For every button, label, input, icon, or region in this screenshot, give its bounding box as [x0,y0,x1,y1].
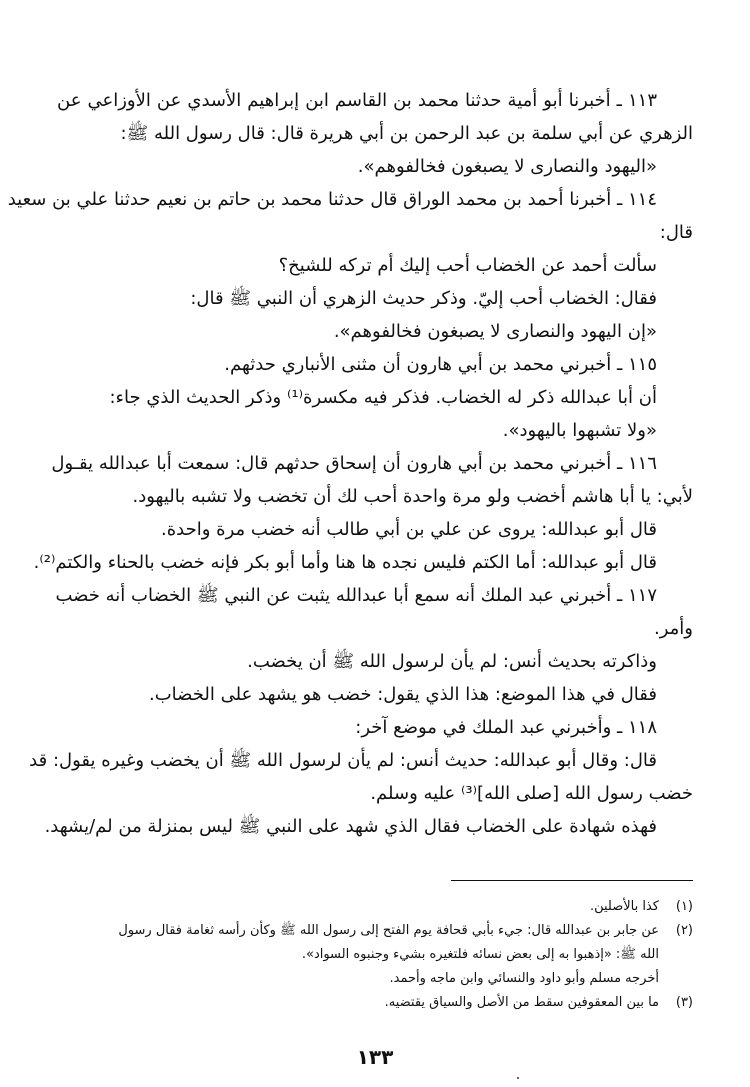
text-line: لأبي: يا أبا هاشم أخضب ولو مرة واحدة أحب لك أن تخضب ولا تشبه باليهود. [132,486,693,507]
text-line: أن أبا عبدالله ذكر له الخضاب. فذكر فيه مكسرة⁽¹⁾ وذكر الحديث الذي جاء: [109,387,657,408]
text-line: قال أبو عبدالله: يروى عن علي بن أبي طالب أنه خضب مرة واحدة. [161,519,657,540]
text-line: فهذه شهادة على الخضاب فقال الذي شهد على النبي ﷺ ليس بمنزلة من لم/يشهد. [44,816,657,837]
footnote [57,967,693,991]
text-line: «اليهود والنصارى لا يصبغون فخالفوهم». [357,156,657,177]
footnote-number: (١) [675,899,693,914]
text-line: «إن اليهود والنصارى لا يصبغون فخالفوهم». [333,321,657,342]
text-line: «ولا تشبهوا باليهود». [502,420,657,441]
footnote-text: كذا بالأصلين. [589,899,659,914]
text-line: ١١٤ ـ أخبرنا أحمد بن محمد الوراق قال حدثنا محمد بن حاتم بن نعيم حدثنا علي بن سعيد [7,189,657,210]
footnote-number: (٣) [675,995,693,1010]
text-line: الزهري عن أبي سلمة بن عبد الرحمن بن أبي هريرة قال: قال رسول الله ﷺ: [120,123,693,144]
main-text-body [7,84,693,843]
footnote [57,895,693,919]
page-number: ١٣٣ [356,1045,394,1069]
text-line: وذاكرته بحديث أنس: لم يأن لرسول الله ﷺ أن يخضب. [247,651,657,672]
footnote [57,991,693,1015]
text-line: خضب رسول الله [صلى الله]⁽³⁾ عليه وسلم. [370,783,693,804]
footnote-number: (٢) [675,923,693,938]
text-line: ١١٦ ـ أخبرني محمد بن أبي هارون أن إسحاق حدثهم قال: سمعت أبا عبدالله يقـول [51,453,657,474]
footnote [57,919,693,943]
footnote-separator [451,880,693,881]
text-line: فقال في هذا الموضع: هذا الذي يقول: خضب هو يشهد على الخضاب. [149,684,657,705]
text-line: ١١٨ ـ وأخبرني عبد الملك في موضع آخر: [355,717,657,738]
footnote-text: الله ﷺ: «إذهبوا به إلى بعض نسائه فلتغيره بشيء وجنبوه السواد». [301,947,659,962]
footnote-text: أخرجه مسلم وأبو داود والنسائي وابن ماجه وأحمد. [389,971,659,986]
footnotes-section [57,895,693,1015]
text-line: قال: [659,222,693,243]
footnote [57,943,693,967]
text-line: ١١٥ ـ أخبرني محمد بن أبي هارون أن مثنى الأنباري حدثهم. [224,354,657,375]
text-line: ١١٧ ـ أخبرني عبد الملك أنه سمع أبا عبدالله يثبت عن النبي ﷺ الخضاب أنه خضب [55,585,657,606]
text-line: قال: وقال أبو عبدالله: حديث أنس: لم يأن لرسول الله ﷺ أن يخضب وغيره يقول: قد [29,750,657,771]
print-speck [517,1077,519,1079]
footnote-text: عن جابر بن عبدالله قال: جيء بأبي قحافة يوم الفتح إلى رسول الله ﷺ وكأن رأسه ثغامة فقال رسول [118,923,659,938]
text-line: فقال: الخضاب أحب إليّ. وذكر حديث الزهري أن النبي ﷺ قال: [190,288,657,309]
text-line: وأمر. [654,618,693,639]
footnote-text: ما بين المعقوفين سقط من الأصل والسياق يقتضيه. [384,995,659,1010]
text-line: قال أبو عبدالله: أما الكتم فليس نجده ها هنا وأما أبو بكر فإنه خضب بالحناء والكتم⁽²⁾. [33,552,657,573]
text-line: سألت أحمد عن الخضاب أحب إليك أم تركه للشيخ؟ [278,255,657,276]
text-line: ١١٣ ـ أخبرنا أبو أمية حدثنا محمد بن القاسم ابن إبراهيم الأسدي عن الأوزاعي عن [57,90,657,111]
